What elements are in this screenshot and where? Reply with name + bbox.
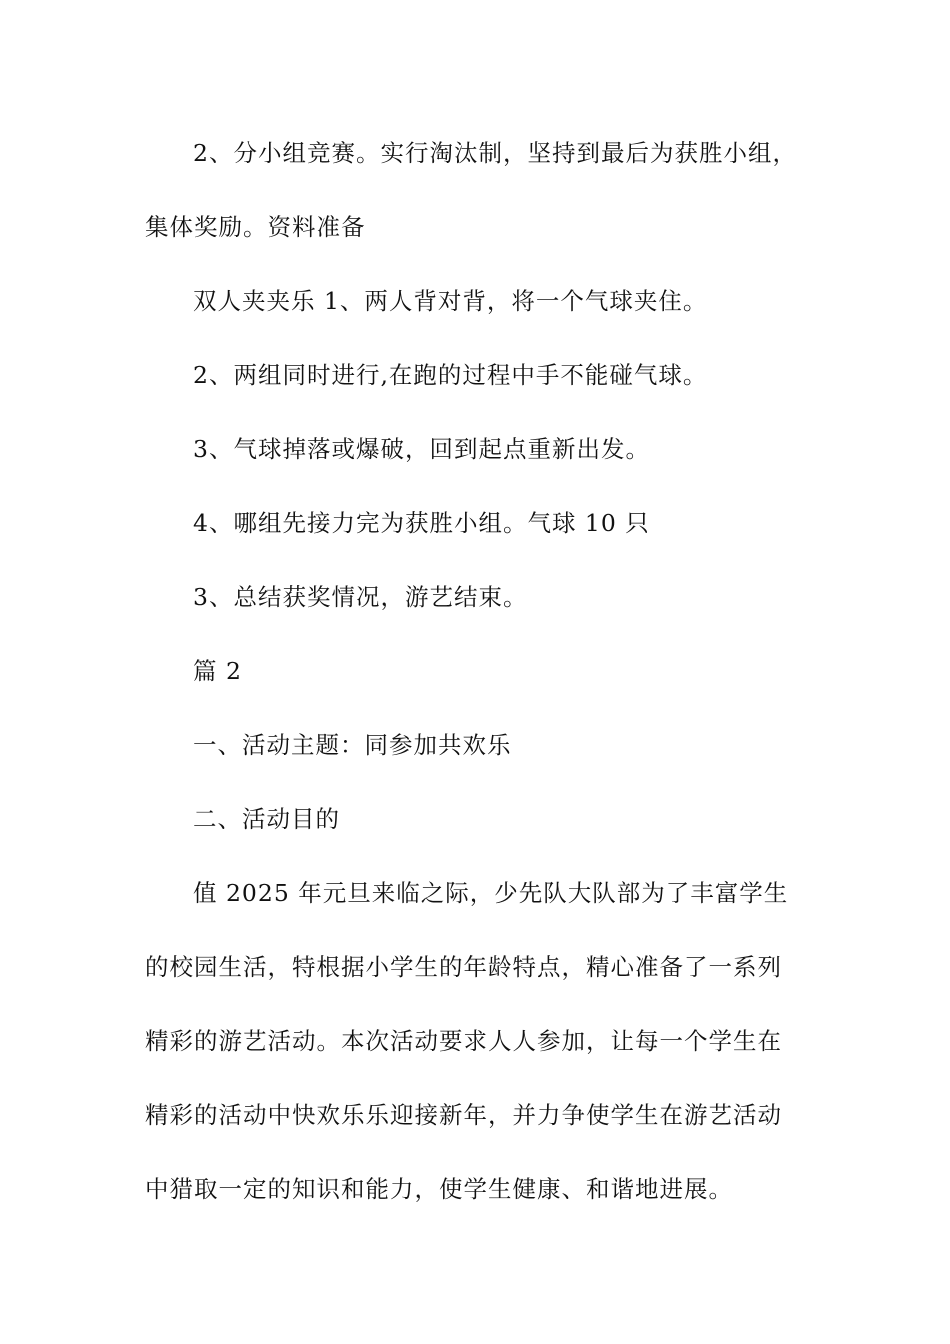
paragraph-double-clip-rule-3: 3、气球掉落或爆破，回到起点重新出发。 [193,435,650,463]
heading-activity-theme: 一、活动主题：同参加共欢乐 [193,731,512,759]
paragraph-summary: 3、总结获奖情况，游艺结束。 [193,583,528,611]
paragraph-double-clip-rule-4: 4、哪组先接力完为获胜小组。气球 10 只 [193,509,650,537]
paragraph-double-clip-rule-2: 2、两组同时进行,在跑的过程中手不能碰气球。 [193,361,708,389]
paragraph-group-competition: 2、分小组竞赛。实行淘汰制，坚持到最后为获胜小组，集体奖励。资料准备 [145,139,797,241]
paragraph-activity-purpose-body: 值 2025 年元旦来临之际，少先队大队部为了丰富学生的校园生活，特根据小学生的年龄特点，精心准备了一系列精彩的游艺活动。本次活动要求人人参加，让每一个学生在精彩的活动中快欢乐乐迎接新年，并力争使学生在游艺活动中猎取一定的知识和能力，使学生健康、和谐地进展。 [145,879,789,1203]
heading-activity-purpose: 二、活动目的 [193,805,340,833]
section-heading-part-2: 篇 2 [193,657,242,685]
paragraph-double-clip-rule-1: 双人夹夹乐 1、两人背对背，将一个气球夹住。 [193,287,708,315]
